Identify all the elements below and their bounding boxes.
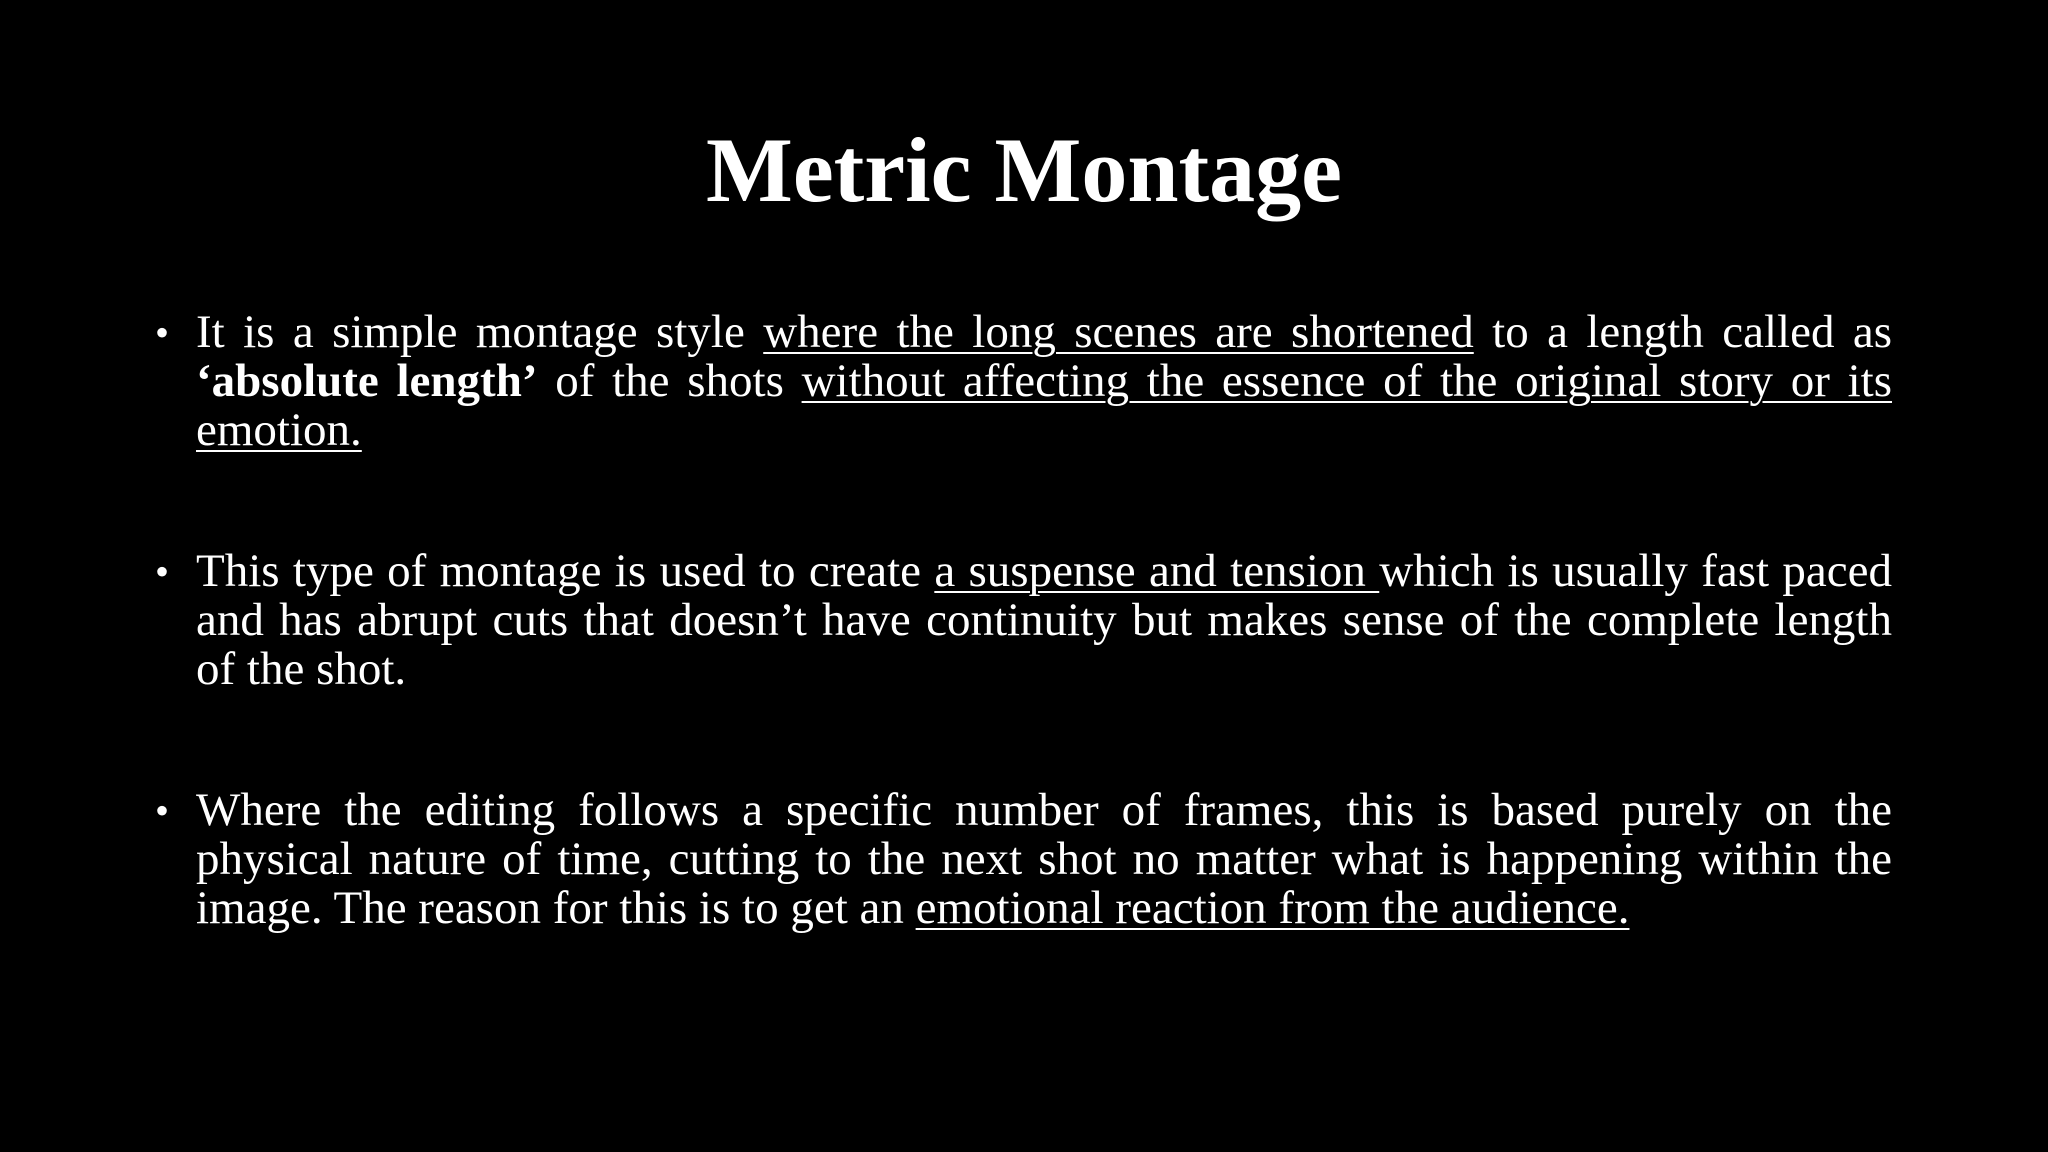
bullet-text [196,784,1892,934]
underlined-phrase: where the long scenes are shortened [763,306,1474,358]
slide-title: Metric Montage [705,119,1342,221]
bullet-dot-icon: • [155,310,170,355]
text-segment: to a length called as [1473,306,1892,358]
bullet-item [150,547,1892,694]
bullet-text [196,545,1892,695]
bullet-text [196,306,1892,456]
bullet-dot-icon: • [155,549,170,594]
bullet-list [150,308,1892,933]
underlined-phrase: without affecting the essence of the original story or its emotion. [196,355,1893,456]
underlined-phrase: emotional reaction from the audience. [915,882,1630,934]
text-segment: which is usually fast paced and has abrupt cuts that doesn’t have continuity but makes sense of the complete length of the shot. [196,545,1892,695]
text-segment: It is a simple montage style [196,306,764,358]
bullet-dot-icon: • [155,788,170,833]
bold-phrase: ‘absolute length’ [196,355,538,407]
text-segment: This type of montage is used to create [196,545,935,597]
underlined-phrase: a suspense and tension [934,545,1380,597]
text-segment: Where the editing follows a specific number of frames, this is based purely on the physical nature of time, cutting to the next shot no matter what is happening within the image. The reason for this is to get an [196,784,1892,934]
text-segment: of the shots [537,355,802,407]
bullet-item [150,308,1892,455]
bullet-item [150,786,1892,933]
